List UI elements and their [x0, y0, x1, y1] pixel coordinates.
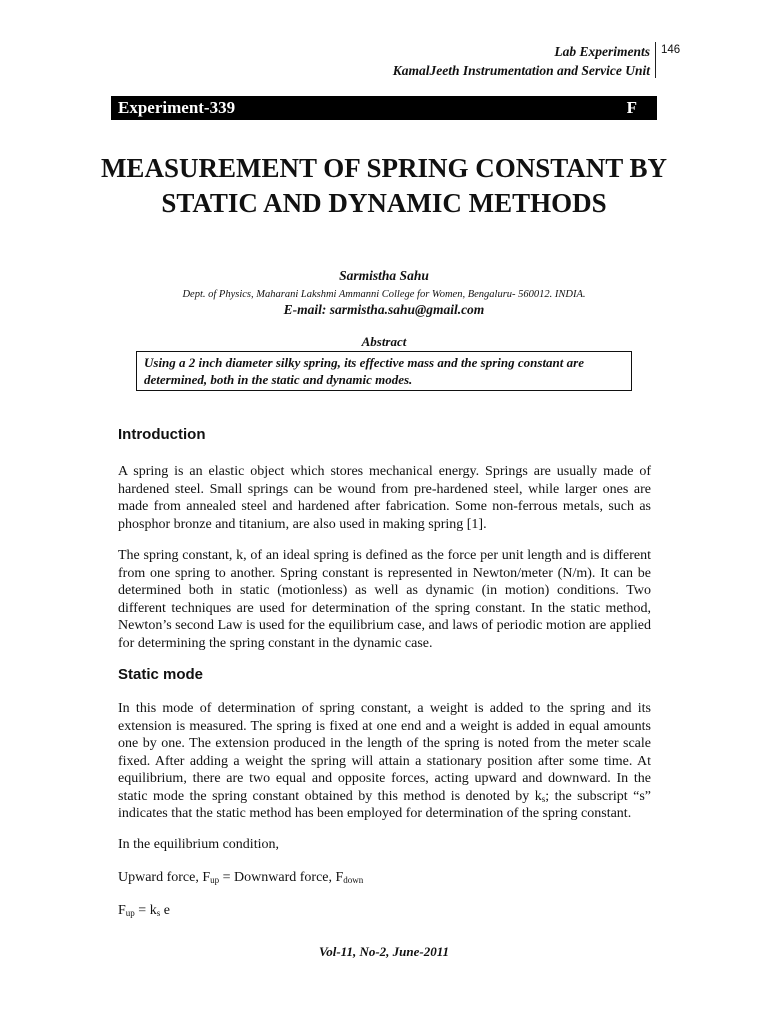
introduction-heading: Introduction [118, 426, 206, 443]
static-mode-paragraph-1: In this mode of determination of spring constant, a weight is added to the spring and its extension is measured. The spring is fixed at one end and a weight is added in equal amounts one by one. The extension produced in the length of the spring is noted from the meter scale fixed. After adding a weight the spring will attain a stationary position after some time. At equilibrium, there are two equal and opposite forces, acting upward and downward. In the static mode the spring constant obtained by this method is denoted by $k_s$; the subscript “s” indicates that the static method has been employed for determination of the spring constant. [118, 701, 651, 821]
author-affiliation: Dept. of Physics, Maharani Lakshmi Ammanni College for Women, Bengaluru- 560012. INDIA. [182, 289, 586, 300]
introduction-paragraph-2: The spring constant, k, of an ideal spring is defined as the force per unit length and is different from one spring to another. Spring constant is represented in Newton/meter (N/m). It can be determined both in static (motionless) as well as dynamic (in motion) conditions. Two different techniques are used for determination of the spring constant. In the static method, Newton’s second Law is used for the equilibrium case, and laws of periodic motion are applied for determining the spring constant in the dynamic case. [118, 548, 651, 651]
paper-title: MEASUREMENT OF SPRING CONSTANT BY STATIC AND DYNAMIC METHODS [100, 153, 668, 218]
running-header [393, 42, 650, 80]
abstract-heading: Abstract [361, 334, 407, 349]
introduction-paragraph-1: A spring is an elastic object which stores mechanical energy. Springs are usually made of hardened steel. Small springs can be wound from pre-hardened steel, while larger ones are made from annealed steel and hardened after fabrication. Some non-ferrous metals, such as phosphor bronze and titanium, are also used in making spring [1]. [118, 464, 651, 532]
header-line-2: KamalJeeth Instrumentation and Service Unit [392, 63, 650, 78]
static-mode-heading: Static mode [118, 666, 204, 683]
equation-force-balance: Upward force, $F_{up}$ = Downward force, $F_{down}$ [118, 870, 364, 885]
experiment-bar [111, 96, 657, 120]
experiment-code: F [626, 98, 637, 117]
journal-footer: Vol-11, No-2, June-2011 [318, 944, 449, 959]
abstract-box [136, 351, 632, 391]
author-name: Sarmistha Sahu [339, 268, 429, 283]
experiment-label: Experiment-339 [118, 98, 236, 117]
page-number: 146 [661, 44, 681, 56]
author-email: E-mail: sarmistha.sahu@gmail.com [283, 302, 485, 317]
static-mode-paragraph-2: In the equilibrium condition, [118, 837, 279, 852]
abstract-text: Using a 2 inch diameter silky spring, its effective mass and the spring constant are determined, both in the static and dynamic modes. [144, 355, 584, 387]
equation-hooke: $F_{up} = k_s$ e [118, 903, 170, 918]
header-divider [655, 42, 656, 78]
header-line-1: Lab Experiments [554, 44, 650, 59]
